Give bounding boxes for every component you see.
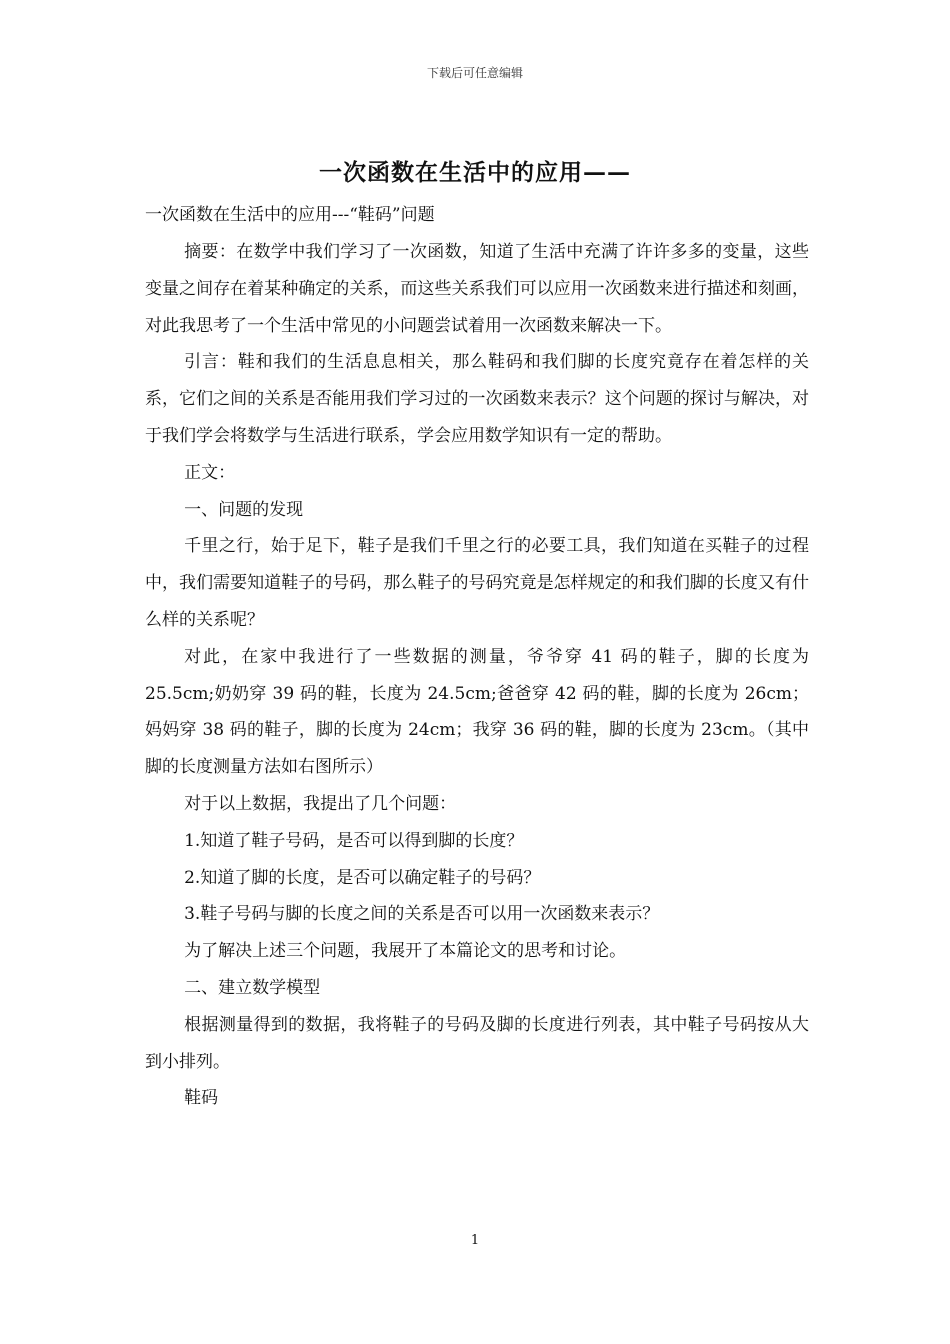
page-header: 下载后可任意编辑 [426, 66, 523, 80]
question-item: 1.知道了鞋子号码，是否可以得到脚的长度？ [184, 830, 524, 851]
document-title: 一次函数在生活中的应用—— [319, 159, 631, 186]
introduction-paragraph: 引言：鞋和我们的生活息息相关，那么鞋码和我们脚的长度究竟存在着怎样的关系，它们之间的关系是否能用我们学习过的一次函数来表示？这个问题的探讨与解决，对于我们学会将数学与生活进行联系，学会应用数学知识有一定的帮助。 [145, 352, 809, 446]
page-number: 1 [470, 1233, 480, 1248]
document-body [145, 234, 809, 1117]
section-heading-1: 一、问题的发现 [184, 499, 304, 520]
paragraph: 对此，在家中我进行了一些数据的测量，爷爷穿 41 码的鞋子，脚的长度为 25.5cm;奶奶穿 39 码的鞋，长度为 24.5cm;爸爸穿 42 码的鞋，脚的长度为 26cm；妈妈穿 38 码的鞋子，脚的长度为 24cm；我穿 36 码的鞋，脚的长度为 23cm。（其中脚的长度测量方法如右图所示） [145, 646, 809, 778]
table-label: 鞋码 [184, 1088, 219, 1109]
section-heading-2: 二、建立数学模型 [184, 977, 321, 998]
paragraph: 对于以上数据，我提出了几个问题： [184, 793, 457, 814]
abstract-paragraph: 摘要：在数学中我们学习了一次函数，知道了生活中充满了许许多多的变量，这些变量之间存在着某种确定的关系，而这些关系我们可以应用一次函数来进行描述和刻画，对此我思考了一个生活中常见的小问题尝试着用一次函数来解决一下。 [145, 242, 809, 336]
body-label: 正文： [184, 462, 236, 483]
paragraph: 根据测量得到的数据，我将鞋子的号码及脚的长度进行列表，其中鞋子号码按从大到小排列。 [145, 1014, 809, 1072]
paragraph: 千里之行，始于足下，鞋子是我们千里之行的必要工具，我们知道在买鞋子的过程中，我们需要知道鞋子的号码，那么鞋子的号码究竟是怎样规定的和我们脚的长度又有什么样的关系呢？ [145, 536, 809, 630]
paragraph: 为了解决上述三个问题，我展开了本篇论文的思考和讨论。 [184, 941, 627, 962]
question-item: 3.鞋子号码与脚的长度之间的关系是否可以用一次函数来表示？ [184, 904, 660, 925]
document-subtitle: 一次函数在生活中的应用---“鞋码”问题 [145, 205, 435, 225]
question-item: 2.知道了脚的长度，是否可以确定鞋子的号码？ [184, 867, 541, 888]
